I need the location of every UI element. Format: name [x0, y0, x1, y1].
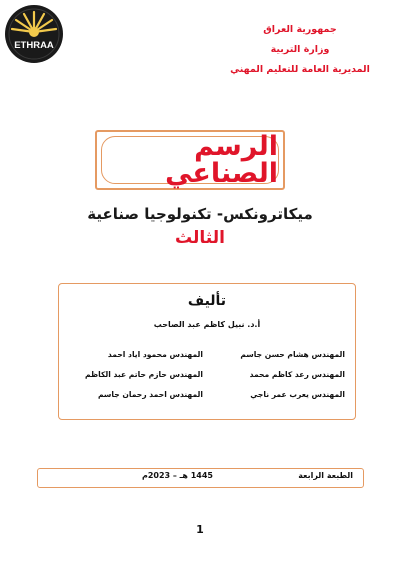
author-right-2: المهندس رعد كاظم محمد — [249, 370, 345, 379]
title-frame — [95, 130, 285, 190]
lead-author: أ.د. نبيل كاظم عبد الصاحب — [153, 320, 261, 329]
ethraa-logo — [4, 4, 64, 64]
header-ministry: وزارة التربية — [270, 44, 330, 55]
author-left-2: المهندس حازم حاتم عبد الكاظم — [85, 370, 203, 379]
authors-box — [58, 283, 356, 420]
author-left-1: المهندس محمود اياد احمد — [107, 350, 203, 359]
government-header — [220, 20, 380, 80]
book-title: الرسم الصناعي — [165, 131, 278, 189]
page-number: 1 — [196, 523, 204, 536]
logo-emblem-icon — [4, 4, 64, 64]
authors-heading: تأليف — [187, 293, 227, 309]
logo-text: ETHRAA — [14, 40, 54, 51]
edition-label: الطبعة الرابعة — [298, 471, 353, 480]
edition-box — [37, 468, 364, 488]
edition-year: 1445 هـ – 2023م — [141, 471, 213, 480]
author-right-1: المهندس هشام حسن جاسم — [240, 350, 345, 359]
book-grade: الثالث — [175, 228, 225, 248]
author-left-3: المهندس احمد رحمان جاسم — [97, 390, 203, 399]
header-directorate: المديرية العامة للتعليم المهني — [230, 64, 370, 75]
author-right-3: المهندس يعرب عمر ناجي — [250, 390, 345, 399]
title-frame-inner — [101, 131, 279, 189]
book-subject: ميكاترونكس- تكنولوجيا صناعية — [87, 205, 313, 223]
header-republic: جمهورية العراق — [263, 24, 337, 35]
